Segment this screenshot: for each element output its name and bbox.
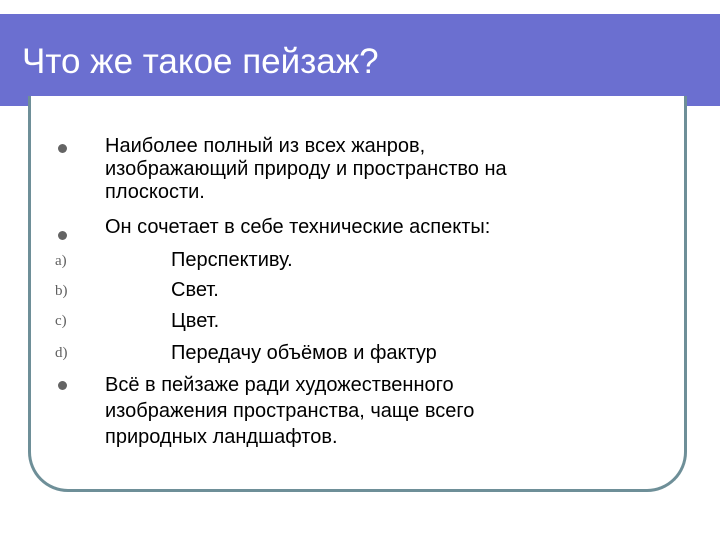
bullet-icon [58, 144, 67, 153]
item-1-line-1: Наиболее полный из всех жанров, [105, 135, 426, 157]
item-2-line-1: Он сочетает в себе технические аспекты: [105, 216, 491, 238]
bullet-icon [58, 381, 67, 390]
item-b-text: Свет. [171, 279, 219, 301]
item-1-line-3: плоскости. [105, 181, 205, 203]
list-marker-c: c) [55, 313, 67, 329]
item-1-line-2: изображающий природу и пространство на [105, 158, 507, 180]
item-3-line-3: природных ландшафтов. [105, 426, 338, 448]
bullet-icon [58, 231, 67, 240]
item-3-line-2: изображения пространства, чаще всего [105, 400, 475, 422]
list-marker-a: a) [55, 253, 67, 269]
list-marker-b: b) [55, 283, 68, 299]
list-marker-d: d) [55, 345, 68, 361]
item-3-line-1: Всё в пейзаже ради художественного [105, 374, 454, 396]
item-a-text: Перспективу. [171, 249, 293, 271]
item-d-text: Передачу объёмов и фактур [171, 342, 437, 364]
slide-title: Что же такое пейзаж? [22, 42, 379, 81]
item-c-text: Цвет. [171, 310, 220, 332]
